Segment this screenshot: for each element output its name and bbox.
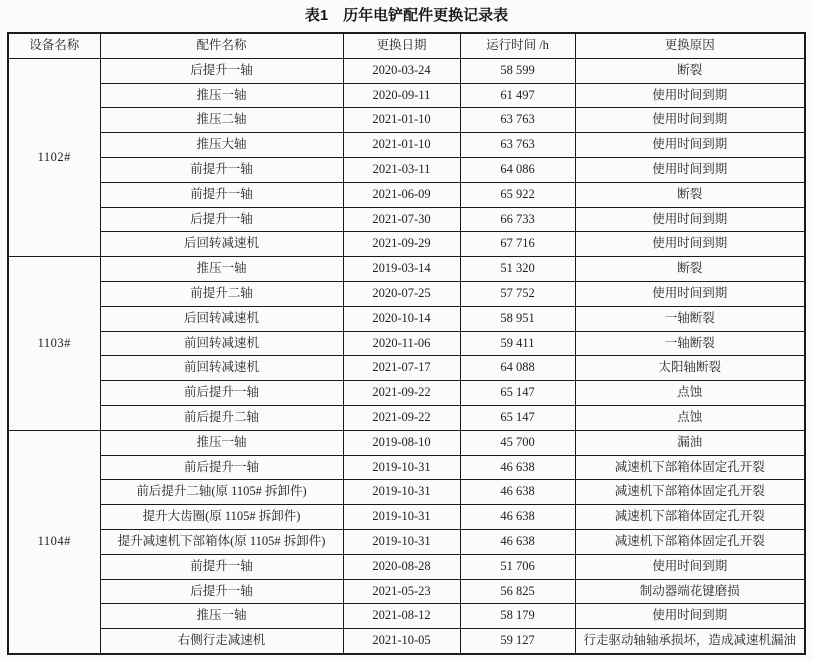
- table-row: [8, 629, 805, 654]
- part-name-cell: 推压一轴: [100, 257, 343, 282]
- run-hours-cell: 59 411: [460, 331, 575, 356]
- replace-reason-cell: 减速机下部箱体固定孔开裂: [575, 529, 805, 554]
- run-hours-cell: 46 638: [460, 480, 575, 505]
- run-hours-cell: 51 706: [460, 554, 575, 579]
- replace-reason-cell: 制动器端花键磨损: [575, 579, 805, 604]
- run-hours-cell: 46 638: [460, 455, 575, 480]
- replace-date-cell: 2020-09-11: [343, 83, 460, 108]
- replace-reason-cell: 断裂: [575, 182, 805, 207]
- replace-date-cell: 2021-03-11: [343, 157, 460, 182]
- table-row: [8, 58, 805, 83]
- run-hours-cell: 46 638: [460, 505, 575, 530]
- run-hours-cell: 57 752: [460, 281, 575, 306]
- part-name-cell: 后回转减速机: [100, 306, 343, 331]
- replace-date-cell: 2019-10-31: [343, 529, 460, 554]
- replace-date-cell: 2019-10-31: [343, 505, 460, 530]
- replace-date-cell: 2021-05-23: [343, 579, 460, 604]
- run-hours-cell: 65 922: [460, 182, 575, 207]
- table-row: [8, 232, 805, 257]
- table-body: [8, 58, 805, 654]
- run-hours-cell: 65 147: [460, 405, 575, 430]
- parts-replacement-table: [7, 32, 806, 655]
- replace-reason-cell: 使用时间到期: [575, 157, 805, 182]
- replace-reason-cell: 断裂: [575, 58, 805, 83]
- replace-date-cell: 2020-03-24: [343, 58, 460, 83]
- table-row: [8, 306, 805, 331]
- table-row: [8, 405, 805, 430]
- replace-date-cell: 2021-09-29: [343, 232, 460, 257]
- table-row: [8, 455, 805, 480]
- replace-date-cell: 2021-01-10: [343, 108, 460, 133]
- part-name-cell: 后提升一轴: [100, 579, 343, 604]
- replace-reason-cell: 漏油: [575, 430, 805, 455]
- run-hours-cell: 58 599: [460, 58, 575, 83]
- table-row: [8, 381, 805, 406]
- part-name-cell: 前后提升二轴(原 1105# 拆卸件): [100, 480, 343, 505]
- run-hours-cell: 66 733: [460, 207, 575, 232]
- replace-date-cell: 2020-10-14: [343, 306, 460, 331]
- run-hours-cell: 64 088: [460, 356, 575, 381]
- table-row: [8, 207, 805, 232]
- table-row: [8, 604, 805, 629]
- replace-reason-cell: 使用时间到期: [575, 232, 805, 257]
- run-hours-cell: 59 127: [460, 629, 575, 654]
- part-name-cell: 前后提升一轴: [100, 455, 343, 480]
- part-name-cell: 前提升一轴: [100, 182, 343, 207]
- replace-reason-cell: 使用时间到期: [575, 108, 805, 133]
- replace-date-cell: 2021-06-09: [343, 182, 460, 207]
- part-name-cell: 前提升一轴: [100, 554, 343, 579]
- part-name-cell: 前后提升一轴: [100, 381, 343, 406]
- replace-reason-cell: 使用时间到期: [575, 554, 805, 579]
- part-name-cell: 后回转减速机: [100, 232, 343, 257]
- replace-reason-cell: 使用时间到期: [575, 604, 805, 629]
- part-name-cell: 后提升一轴: [100, 58, 343, 83]
- replace-date-cell: 2019-08-10: [343, 430, 460, 455]
- replace-reason-cell: 使用时间到期: [575, 207, 805, 232]
- replace-date-cell: 2020-07-25: [343, 281, 460, 306]
- replace-reason-cell: 太阳轴断裂: [575, 356, 805, 381]
- replace-reason-cell: 减速机下部箱体固定孔开裂: [575, 455, 805, 480]
- part-name-cell: 推压一轴: [100, 430, 343, 455]
- replace-reason-cell: 一轴断裂: [575, 331, 805, 356]
- device-name-cell: 1102#: [8, 58, 100, 256]
- replace-date-cell: 2021-07-30: [343, 207, 460, 232]
- table-row: [8, 108, 805, 133]
- run-hours-cell: 58 179: [460, 604, 575, 629]
- table-row: [8, 133, 805, 158]
- replace-date-cell: 2021-09-22: [343, 405, 460, 430]
- replace-reason-cell: 行走驱动轴轴承损坏，造成减速机漏油: [575, 629, 805, 654]
- table-row: [8, 182, 805, 207]
- part-name-cell: 前后提升二轴: [100, 405, 343, 430]
- run-hours-cell: 67 716: [460, 232, 575, 257]
- part-name-cell: 推压大轴: [100, 133, 343, 158]
- table-row: [8, 331, 805, 356]
- table-row: [8, 83, 805, 108]
- replace-date-cell: 2021-01-10: [343, 133, 460, 158]
- replace-reason-cell: 减速机下部箱体固定孔开裂: [575, 505, 805, 530]
- header-replace-reason: 更换原因: [575, 33, 805, 58]
- header-run-hours: 运行时间 /h: [460, 33, 575, 58]
- table-row: [8, 356, 805, 381]
- part-name-cell: 推压一轴: [100, 83, 343, 108]
- run-hours-cell: 63 763: [460, 133, 575, 158]
- replace-reason-cell: 使用时间到期: [575, 281, 805, 306]
- table-row: [8, 529, 805, 554]
- replace-date-cell: 2019-03-14: [343, 257, 460, 282]
- replace-reason-cell: 减速机下部箱体固定孔开裂: [575, 480, 805, 505]
- replace-date-cell: 2020-11-06: [343, 331, 460, 356]
- run-hours-cell: 58 951: [460, 306, 575, 331]
- part-name-cell: 前回转减速机: [100, 331, 343, 356]
- header-replace-date: 更换日期: [343, 33, 460, 58]
- run-hours-cell: 46 638: [460, 529, 575, 554]
- replace-date-cell: 2021-10-05: [343, 629, 460, 654]
- run-hours-cell: 45 700: [460, 430, 575, 455]
- device-name-cell: 1104#: [8, 430, 100, 654]
- replace-date-cell: 2020-08-28: [343, 554, 460, 579]
- replace-reason-cell: 使用时间到期: [575, 83, 805, 108]
- replace-reason-cell: 使用时间到期: [575, 133, 805, 158]
- device-name-cell: 1103#: [8, 257, 100, 431]
- run-hours-cell: 56 825: [460, 579, 575, 604]
- run-hours-cell: 61 497: [460, 83, 575, 108]
- table-row: [8, 281, 805, 306]
- replace-reason-cell: 一轴断裂: [575, 306, 805, 331]
- table-row: [8, 257, 805, 282]
- table-row: [8, 505, 805, 530]
- run-hours-cell: 65 147: [460, 381, 575, 406]
- run-hours-cell: 63 763: [460, 108, 575, 133]
- replace-date-cell: 2021-07-17: [343, 356, 460, 381]
- replace-date-cell: 2021-08-12: [343, 604, 460, 629]
- replace-date-cell: 2021-09-22: [343, 381, 460, 406]
- table-caption: 表1 历年电铲配件更换记录表: [304, 7, 509, 24]
- header-part-name: 配件名称: [100, 33, 343, 58]
- part-name-cell: 右侧行走减速机: [100, 629, 343, 654]
- run-hours-cell: 51 320: [460, 257, 575, 282]
- table-row: [8, 480, 805, 505]
- part-name-cell: 提升大齿圈(原 1105# 拆卸件): [100, 505, 343, 530]
- table-row: [8, 579, 805, 604]
- run-hours-cell: 64 086: [460, 157, 575, 182]
- part-name-cell: 前提升一轴: [100, 157, 343, 182]
- part-name-cell: 提升减速机下部箱体(原 1105# 拆卸件): [100, 529, 343, 554]
- part-name-cell: 推压一轴: [100, 604, 343, 629]
- replace-date-cell: 2019-10-31: [343, 480, 460, 505]
- table-row: [8, 554, 805, 579]
- replace-date-cell: 2019-10-31: [343, 455, 460, 480]
- part-name-cell: 前回转减速机: [100, 356, 343, 381]
- table-row: [8, 157, 805, 182]
- replace-reason-cell: 断裂: [575, 257, 805, 282]
- part-name-cell: 前提升二轴: [100, 281, 343, 306]
- table-header-row: [8, 33, 805, 58]
- replace-reason-cell: 点蚀: [575, 405, 805, 430]
- part-name-cell: 推压二轴: [100, 108, 343, 133]
- table-row: [8, 430, 805, 455]
- part-name-cell: 后提升一轴: [100, 207, 343, 232]
- header-device-name: 设备名称: [8, 33, 100, 58]
- replace-reason-cell: 点蚀: [575, 381, 805, 406]
